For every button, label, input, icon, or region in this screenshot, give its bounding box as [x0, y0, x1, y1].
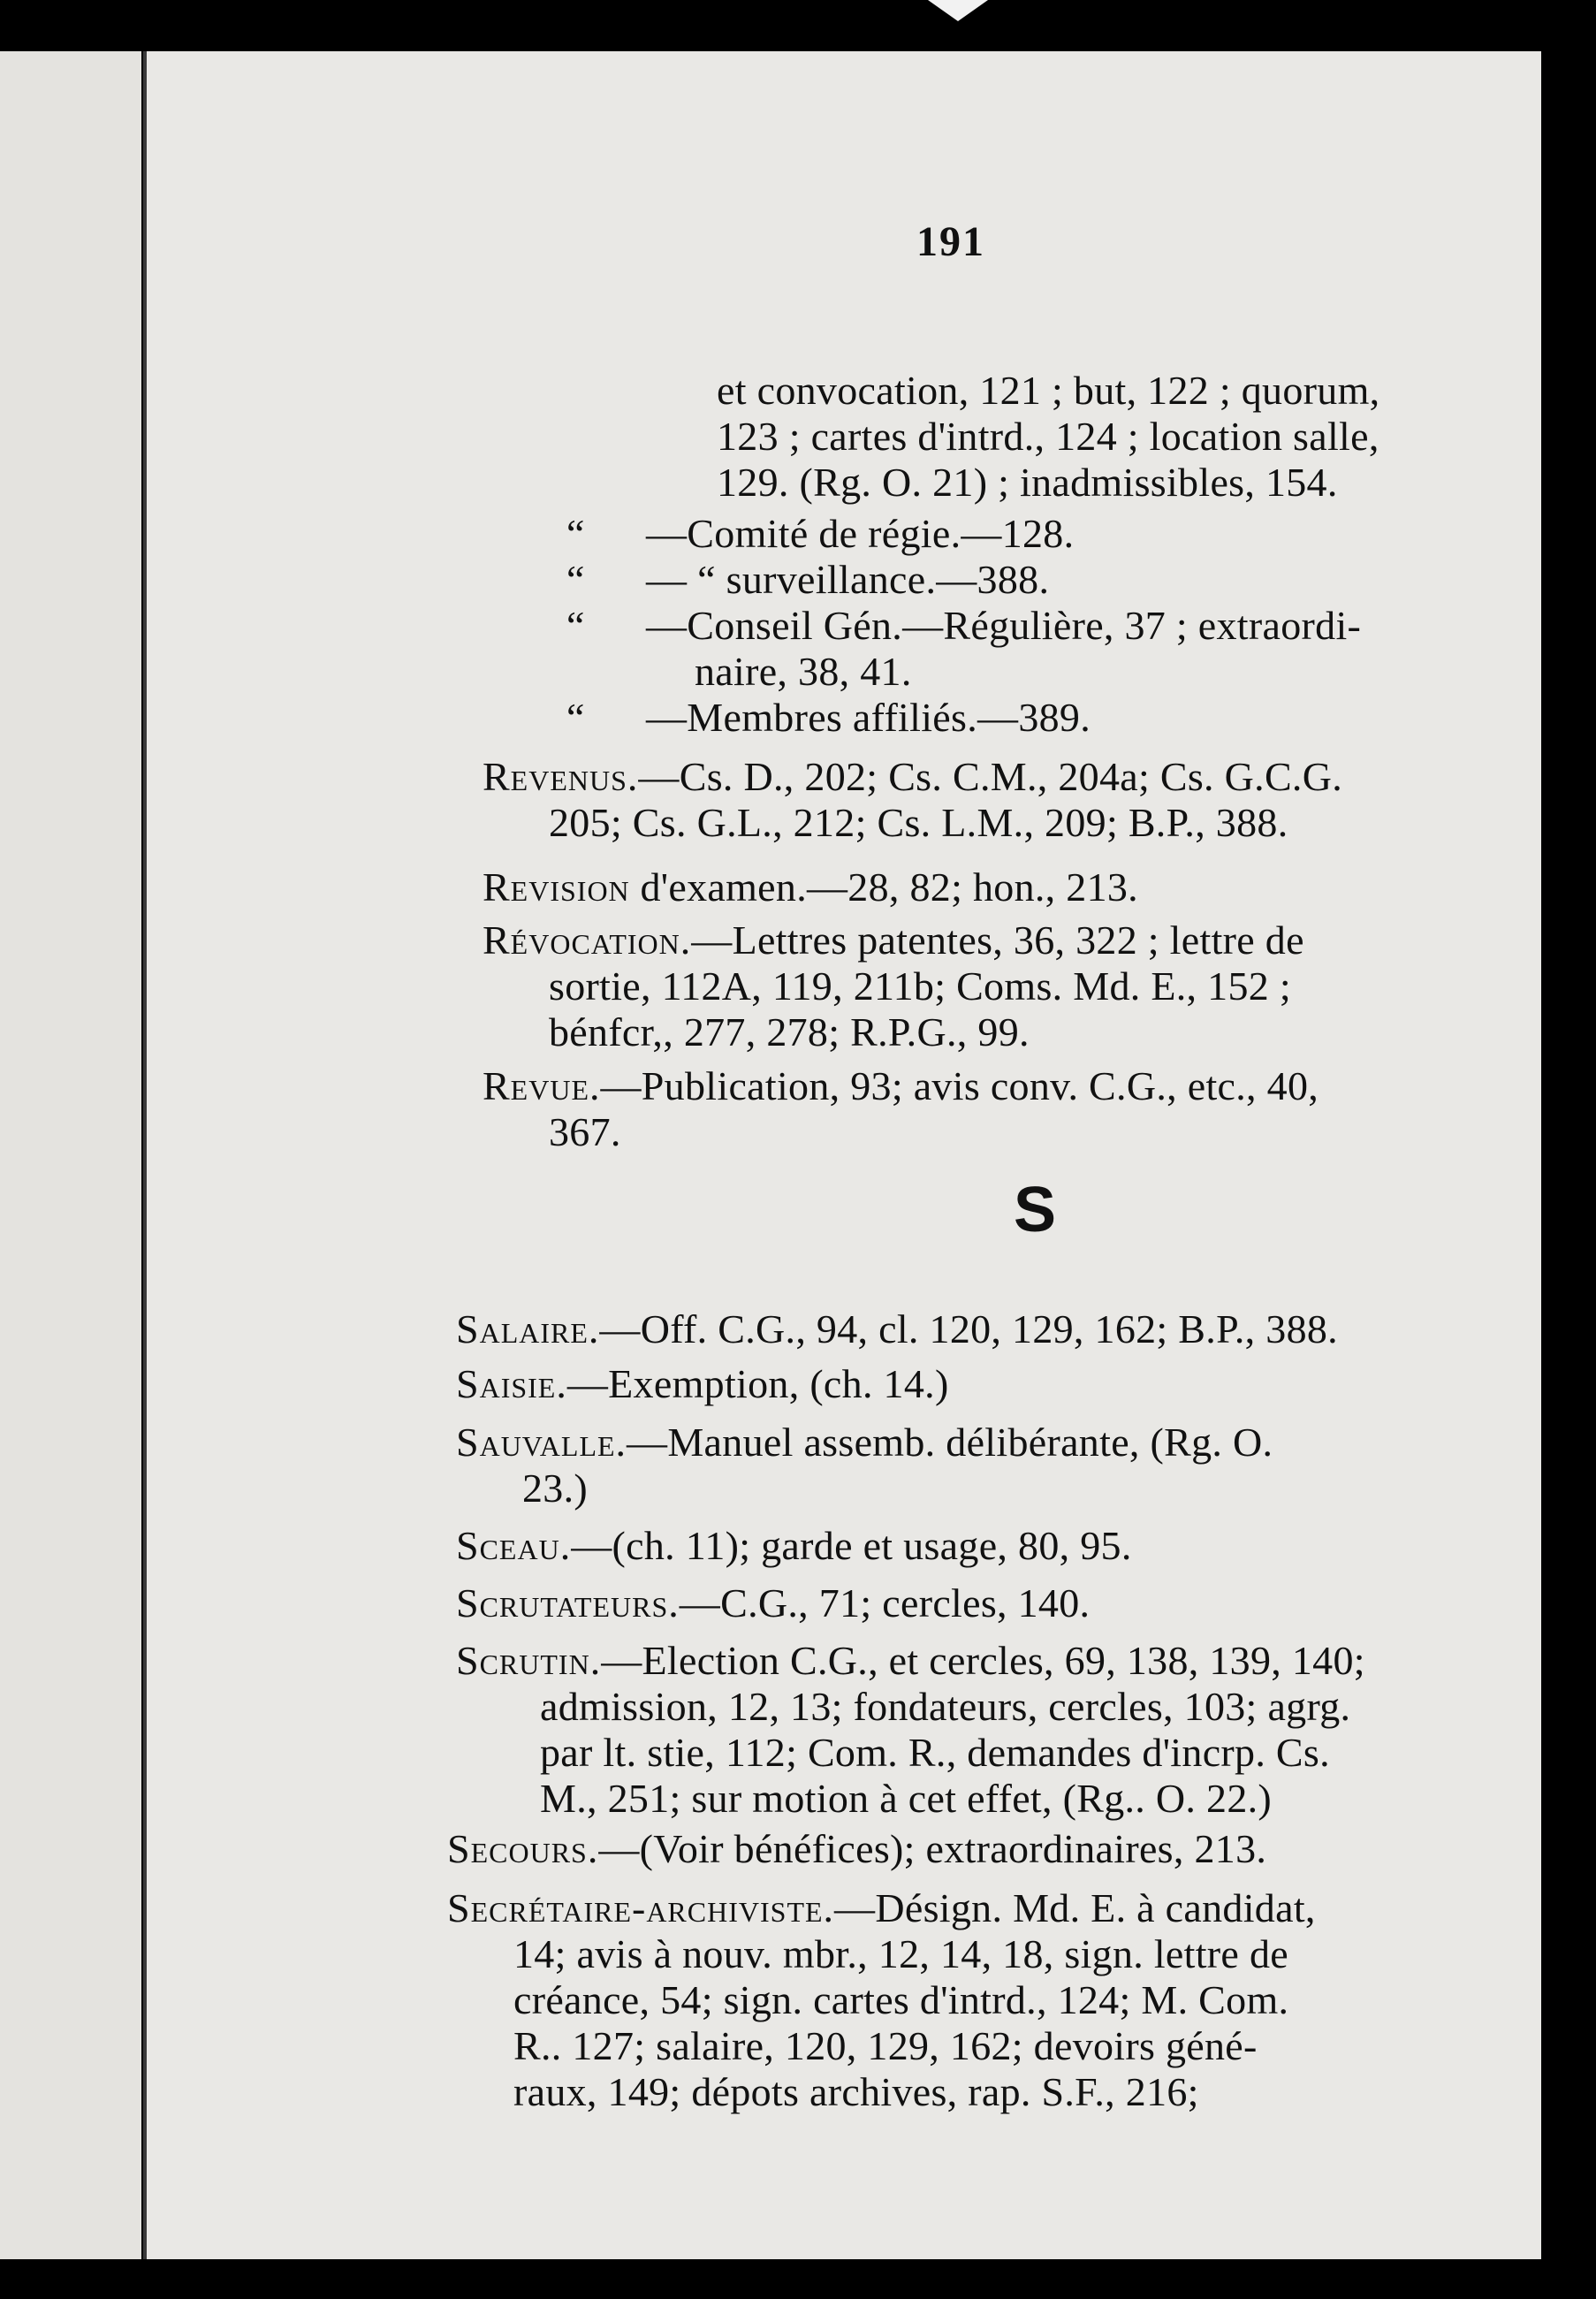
- entry-continuation: 367.: [549, 1109, 621, 1154]
- entry-text: —(Voir bénéfices); extraordinaires, 213.: [598, 1826, 1267, 1871]
- entry-text: —Manuel assemb. délibérante, (Rg. O.: [627, 1420, 1273, 1465]
- section-letter: S: [1013, 1175, 1057, 1245]
- entry-text: —Désign. Md. E. à candidat,: [834, 1885, 1316, 1930]
- continuation-line: et convocation, 121 ; but, 122 ; quorum,: [717, 368, 1380, 413]
- entry-continuation: 205; Cs. G.L., 212; Cs. L.M., 209; B.P., 388.: [549, 800, 1288, 845]
- entry-heading: Secours.: [447, 1826, 599, 1871]
- entry-text: d'examen.—28, 82; hon., 213.: [629, 864, 1138, 910]
- sub-entry-text: — “ surveillance.—388.: [646, 557, 1050, 602]
- entry-continuation: 23.): [522, 1465, 589, 1511]
- entry-text: —Election C.G., et cercles, 69, 138, 139, 140;: [601, 1638, 1365, 1683]
- entry-heading: Scrutin.: [456, 1638, 602, 1683]
- entry-text: —(ch. 11); garde et usage, 80, 95.: [571, 1523, 1132, 1568]
- ditto-mark: “: [566, 603, 585, 648]
- entry-heading: Revision: [483, 864, 630, 910]
- entry-continuation: R.. 127; salaire, 120, 129, 162; devoirs géné-: [513, 2023, 1258, 2068]
- entry-heading: Secrétaire-archiviste.: [447, 1885, 835, 1930]
- index-entry: [456, 1580, 1587, 1626]
- entry-heading: Salaire.: [456, 1306, 600, 1351]
- continuation-line: 129. (Rg. O. 21) ; inadmissibles, 154.: [717, 460, 1338, 505]
- entry-heading: Sauvalle.: [456, 1420, 627, 1465]
- entry-heading: Saisie.: [456, 1361, 567, 1406]
- entry-continuation: 14; avis à nouv. mbr., 12, 14, 18, sign. lettre de: [513, 1931, 1288, 1976]
- entry-text: —Lettres patentes, 36, 322 ; lettre de: [691, 917, 1304, 963]
- sub-entry-text: —Conseil Gén.—Régulière, 37 ; extraordi-: [646, 603, 1362, 648]
- entry-text: —Off. C.G., 94, cl. 120, 129, 162; B.P., 388.: [599, 1306, 1338, 1351]
- entry-continuation: bénfcr,, 277, 278; R.P.G., 99.: [549, 1009, 1030, 1054]
- sub-entry: [566, 603, 1592, 695]
- index-entry: [456, 1306, 1587, 1352]
- entry-text: —Exemption, (ch. 14.): [566, 1361, 949, 1406]
- sub-entry: [566, 557, 1592, 603]
- index-entry: [456, 1361, 1587, 1407]
- entry-text: —C.G., 71; cercles, 140.: [679, 1580, 1091, 1625]
- index-entry: [483, 917, 1596, 1055]
- entry-heading: Scrutateurs.: [456, 1580, 680, 1625]
- ditto-mark: “: [566, 511, 585, 556]
- index-entry: [456, 1523, 1587, 1569]
- sub-entry: [566, 511, 1592, 557]
- entry-heading: Revenus.: [483, 754, 639, 799]
- index-entry: [456, 1420, 1587, 1511]
- continuation-line: 123 ; cartes d'intrd., 124 ; location salle,: [717, 414, 1379, 459]
- index-entry: [447, 1826, 1587, 1872]
- ditto-mark: “: [566, 695, 585, 740]
- sub-entry-continuation: naire, 38, 41.: [695, 649, 912, 694]
- index-entry: [483, 1063, 1596, 1155]
- sub-entry: [566, 695, 1592, 741]
- entry-continuation: sortie, 112A, 119, 211b; Coms. Md. E., 152 ;: [549, 963, 1291, 1009]
- index-entry: [447, 1885, 1587, 2115]
- scan-artifact: [928, 0, 988, 21]
- index-entry: [483, 864, 1596, 910]
- page-number: 191: [916, 218, 985, 265]
- entry-heading: Révocation.: [483, 917, 692, 963]
- entry-heading: Sceau.: [456, 1523, 572, 1568]
- entry-continuation: M., 251; sur motion à cet effet, (Rg.. O. 22.): [540, 1776, 1273, 1821]
- index-entry: [483, 754, 1596, 846]
- entry-continuation: par lt. stie, 112; Com. R., demandes d'incrp. Cs.: [540, 1730, 1330, 1775]
- ditto-mark: “: [566, 557, 585, 602]
- entry-text: —Cs. D., 202; Cs. C.M., 204a; Cs. G.C.G.: [638, 754, 1343, 799]
- entry-continuation: créance, 54; sign. cartes d'intrd., 124; M. Com.: [513, 1977, 1289, 2022]
- book-page: [143, 51, 1541, 2259]
- index-entry: [456, 1638, 1587, 1822]
- entry-text: —Publication, 93; avis conv. C.G., etc., 40,: [600, 1063, 1319, 1108]
- entry-continuation: admission, 12, 13; fondateurs, cercles, 103; agrg.: [540, 1684, 1351, 1729]
- facing-page-edge: [0, 51, 141, 2259]
- sub-entry-text: —Membres affiliés.—389.: [646, 695, 1091, 740]
- continuation-block: [717, 368, 1596, 506]
- sub-entry-text: —Comité de régie.—128.: [646, 511, 1075, 556]
- entry-continuation: raux, 149; dépots archives, rap. S.F., 216;: [513, 2069, 1199, 2114]
- entry-heading: Revue.: [483, 1063, 601, 1108]
